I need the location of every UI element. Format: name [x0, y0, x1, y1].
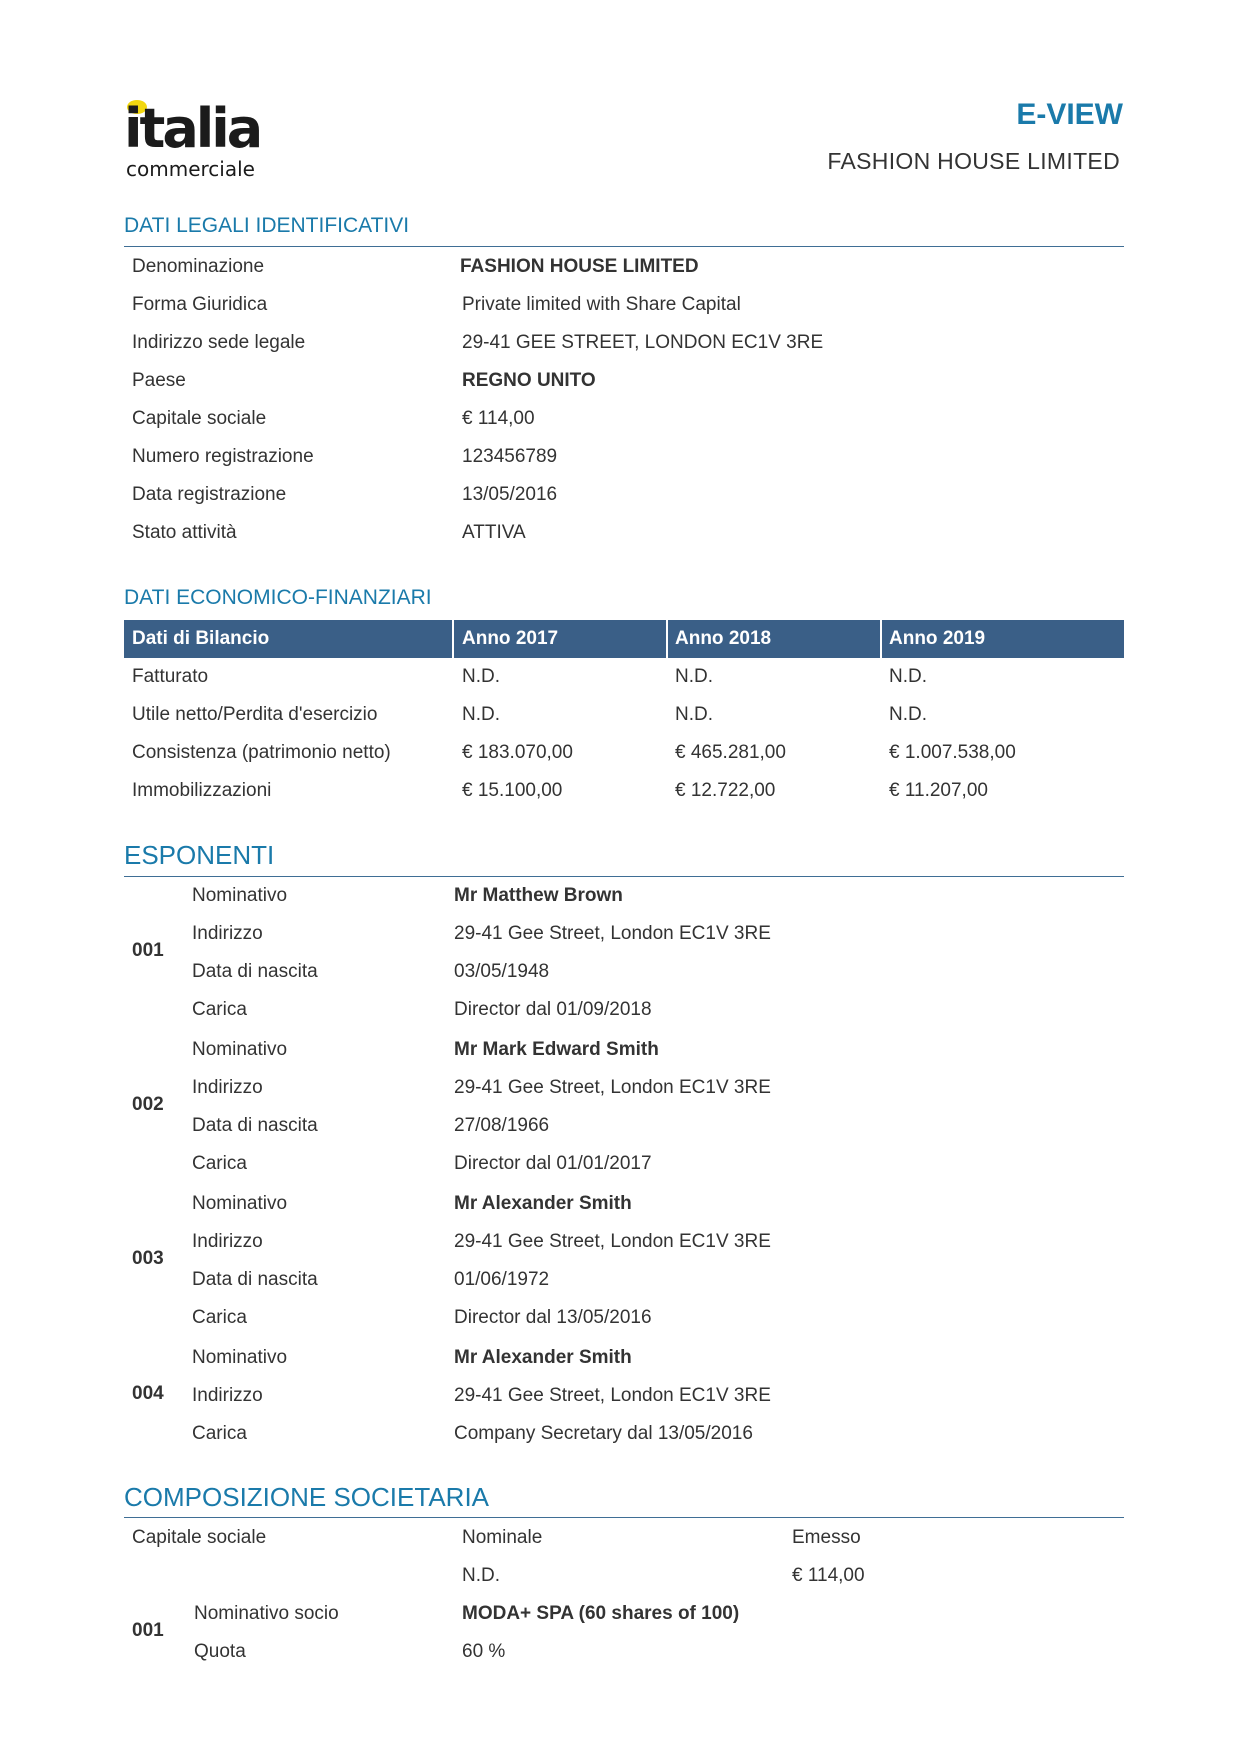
capital-label: Capitale sociale	[132, 1527, 267, 1548]
officer-value: 01/06/1972	[454, 1269, 550, 1290]
officer-value: Company Secretary dal 13/05/2016	[454, 1423, 753, 1444]
italia-commerciale-logo	[124, 98, 284, 182]
legal-label: Data registrazione	[132, 484, 287, 505]
section-divider	[124, 1517, 1124, 1518]
legal-row	[124, 362, 1124, 400]
officer-value: 03/05/1948	[454, 961, 550, 982]
financial-row	[124, 658, 1124, 696]
financial-row	[124, 734, 1124, 772]
officer-number: 004	[132, 1383, 164, 1404]
legal-row	[124, 514, 1124, 552]
financial-table-header	[124, 620, 1124, 658]
officer-row	[124, 1069, 1124, 1107]
officer-row	[124, 1107, 1124, 1145]
column-header: Dati di Bilancio	[132, 628, 270, 649]
nominal-value: N.D.	[462, 1565, 500, 1586]
officer-label: Indirizzo	[192, 1231, 263, 1252]
capital-values-row	[124, 1557, 1124, 1595]
column-separator	[880, 620, 882, 658]
logo-subtitle: commerciale	[126, 157, 255, 181]
legal-value: ATTIVA	[462, 522, 526, 543]
officer-label: Data di nascita	[192, 1269, 318, 1290]
officer-label: Carica	[192, 1307, 247, 1328]
officer-row	[124, 1377, 1124, 1415]
partner-value: 60 %	[462, 1641, 506, 1662]
officer-value: Mr Alexander Smith	[454, 1347, 632, 1368]
officer-label: Nominativo	[192, 1193, 288, 1214]
legal-value: 123456789	[462, 446, 558, 467]
officer-number: 003	[132, 1248, 164, 1269]
officer-row	[124, 1339, 1124, 1377]
legal-label: Denominazione	[132, 256, 265, 277]
officer-number: 001	[132, 940, 164, 961]
financial-cell: N.D.	[462, 704, 500, 725]
officer-label: Indirizzo	[192, 1077, 263, 1098]
legal-value: FASHION HOUSE LIMITED	[460, 256, 699, 277]
financial-cell: € 11.207,00	[889, 780, 988, 801]
officer-row	[124, 1415, 1124, 1453]
legal-row	[124, 248, 1124, 286]
officer-label: Indirizzo	[192, 1385, 263, 1406]
legal-value: € 114,00	[462, 408, 535, 429]
financial-cell: € 183.070,00	[462, 742, 573, 763]
officer-label: Data di nascita	[192, 1115, 318, 1136]
officer-number: 002	[132, 1094, 164, 1115]
financial-cell: N.D.	[675, 666, 713, 687]
officer-value: Director dal 13/05/2016	[454, 1307, 652, 1328]
officer-row	[124, 1299, 1124, 1337]
column-header: Anno 2019	[889, 628, 986, 649]
officer-value: Mr Matthew Brown	[454, 885, 623, 906]
legal-row	[124, 476, 1124, 514]
officer-row	[124, 1185, 1124, 1223]
officer-row	[124, 1031, 1124, 1069]
logo-word: italia	[124, 97, 261, 160]
partner-row	[124, 1595, 1124, 1633]
legal-row	[124, 438, 1124, 476]
financial-label: Utile netto/Perdita d'esercizio	[132, 704, 378, 725]
nominal-label: Nominale	[462, 1527, 543, 1548]
financial-cell: N.D.	[462, 666, 500, 687]
financial-cell: € 15.100,00	[462, 780, 563, 801]
financial-row	[124, 772, 1124, 810]
financial-cell: € 465.281,00	[675, 742, 786, 763]
officer-value: Mr Mark Edward Smith	[454, 1039, 659, 1060]
financial-cell: N.D.	[889, 666, 927, 687]
financial-label: Fatturato	[132, 666, 209, 687]
financial-row	[124, 696, 1124, 734]
financial-cell: N.D.	[675, 704, 713, 725]
legal-value: 29-41 GEE STREET, LONDON EC1V 3RE	[462, 332, 824, 353]
legal-value: 13/05/2016	[462, 484, 558, 505]
section-title-legal: DATI LEGALI IDENTIFICATIVI	[124, 214, 410, 237]
issued-value: € 114,00	[792, 1565, 865, 1586]
financial-cell: € 1.007.538,00	[889, 742, 1016, 763]
officer-value: Director dal 01/01/2017	[454, 1153, 652, 1174]
officer-value: 29-41 Gee Street, London EC1V 3RE	[454, 1231, 771, 1252]
officer-label: Nominativo	[192, 1347, 288, 1368]
section-title-shareholding: COMPOSIZIONE SOCIETARIA	[124, 1482, 490, 1512]
legal-label: Stato attività	[132, 522, 237, 543]
officer-value: 29-41 Gee Street, London EC1V 3RE	[454, 923, 771, 944]
officer-value: Mr Alexander Smith	[454, 1193, 632, 1214]
partner-value: MODA+ SPA (60 shares of 100)	[462, 1603, 740, 1624]
column-header: Anno 2017	[462, 628, 559, 649]
officer-value: 27/08/1966	[454, 1115, 550, 1136]
officer-row	[124, 915, 1124, 953]
section-divider	[124, 246, 1124, 247]
officer-value: 29-41 Gee Street, London EC1V 3RE	[454, 1385, 771, 1406]
officer-row	[124, 1223, 1124, 1261]
officer-label: Carica	[192, 1423, 247, 1444]
column-separator	[452, 620, 454, 658]
legal-label: Indirizzo sede legale	[132, 332, 306, 353]
legal-label: Forma Giuridica	[132, 294, 268, 315]
document-title: E-VIEW	[1016, 98, 1123, 131]
legal-value: Private limited with Share Capital	[462, 294, 741, 315]
legal-label: Capitale sociale	[132, 408, 267, 429]
company-name-heading: FASHION HOUSE LIMITED	[827, 148, 1120, 174]
officer-label: Carica	[192, 1153, 247, 1174]
officer-row	[124, 991, 1124, 1029]
officer-row	[124, 877, 1124, 915]
column-separator	[666, 620, 668, 658]
officer-label: Nominativo	[192, 1039, 288, 1060]
section-title-financial: DATI ECONOMICO-FINANZIARI	[124, 586, 432, 609]
legal-row	[124, 400, 1124, 438]
financial-label: Immobilizzazioni	[132, 780, 272, 801]
partner-number: 001	[132, 1620, 164, 1641]
officer-value: 29-41 Gee Street, London EC1V 3RE	[454, 1077, 771, 1098]
officer-row	[124, 1261, 1124, 1299]
officer-label: Indirizzo	[192, 923, 263, 944]
partner-label: Quota	[194, 1641, 246, 1662]
section-title-officers: ESPONENTI	[124, 840, 275, 870]
legal-row	[124, 286, 1124, 324]
officer-label: Nominativo	[192, 885, 288, 906]
officer-value: Director dal 01/09/2018	[454, 999, 652, 1020]
officer-label: Carica	[192, 999, 247, 1020]
financial-label: Consistenza (patrimonio netto)	[132, 742, 391, 763]
legal-row	[124, 324, 1124, 362]
officer-row	[124, 953, 1124, 991]
legal-label: Numero registrazione	[132, 446, 314, 467]
officer-row	[124, 1145, 1124, 1183]
partner-label: Nominativo socio	[194, 1603, 339, 1624]
legal-value: REGNO UNITO	[462, 370, 596, 391]
issued-label: Emesso	[792, 1527, 861, 1548]
column-header: Anno 2018	[675, 628, 772, 649]
financial-cell: € 12.722,00	[675, 780, 776, 801]
legal-label: Paese	[132, 370, 186, 391]
capital-header-row	[124, 1519, 1124, 1557]
financial-cell: N.D.	[889, 704, 927, 725]
officer-label: Data di nascita	[192, 961, 318, 982]
partner-row	[124, 1633, 1124, 1671]
